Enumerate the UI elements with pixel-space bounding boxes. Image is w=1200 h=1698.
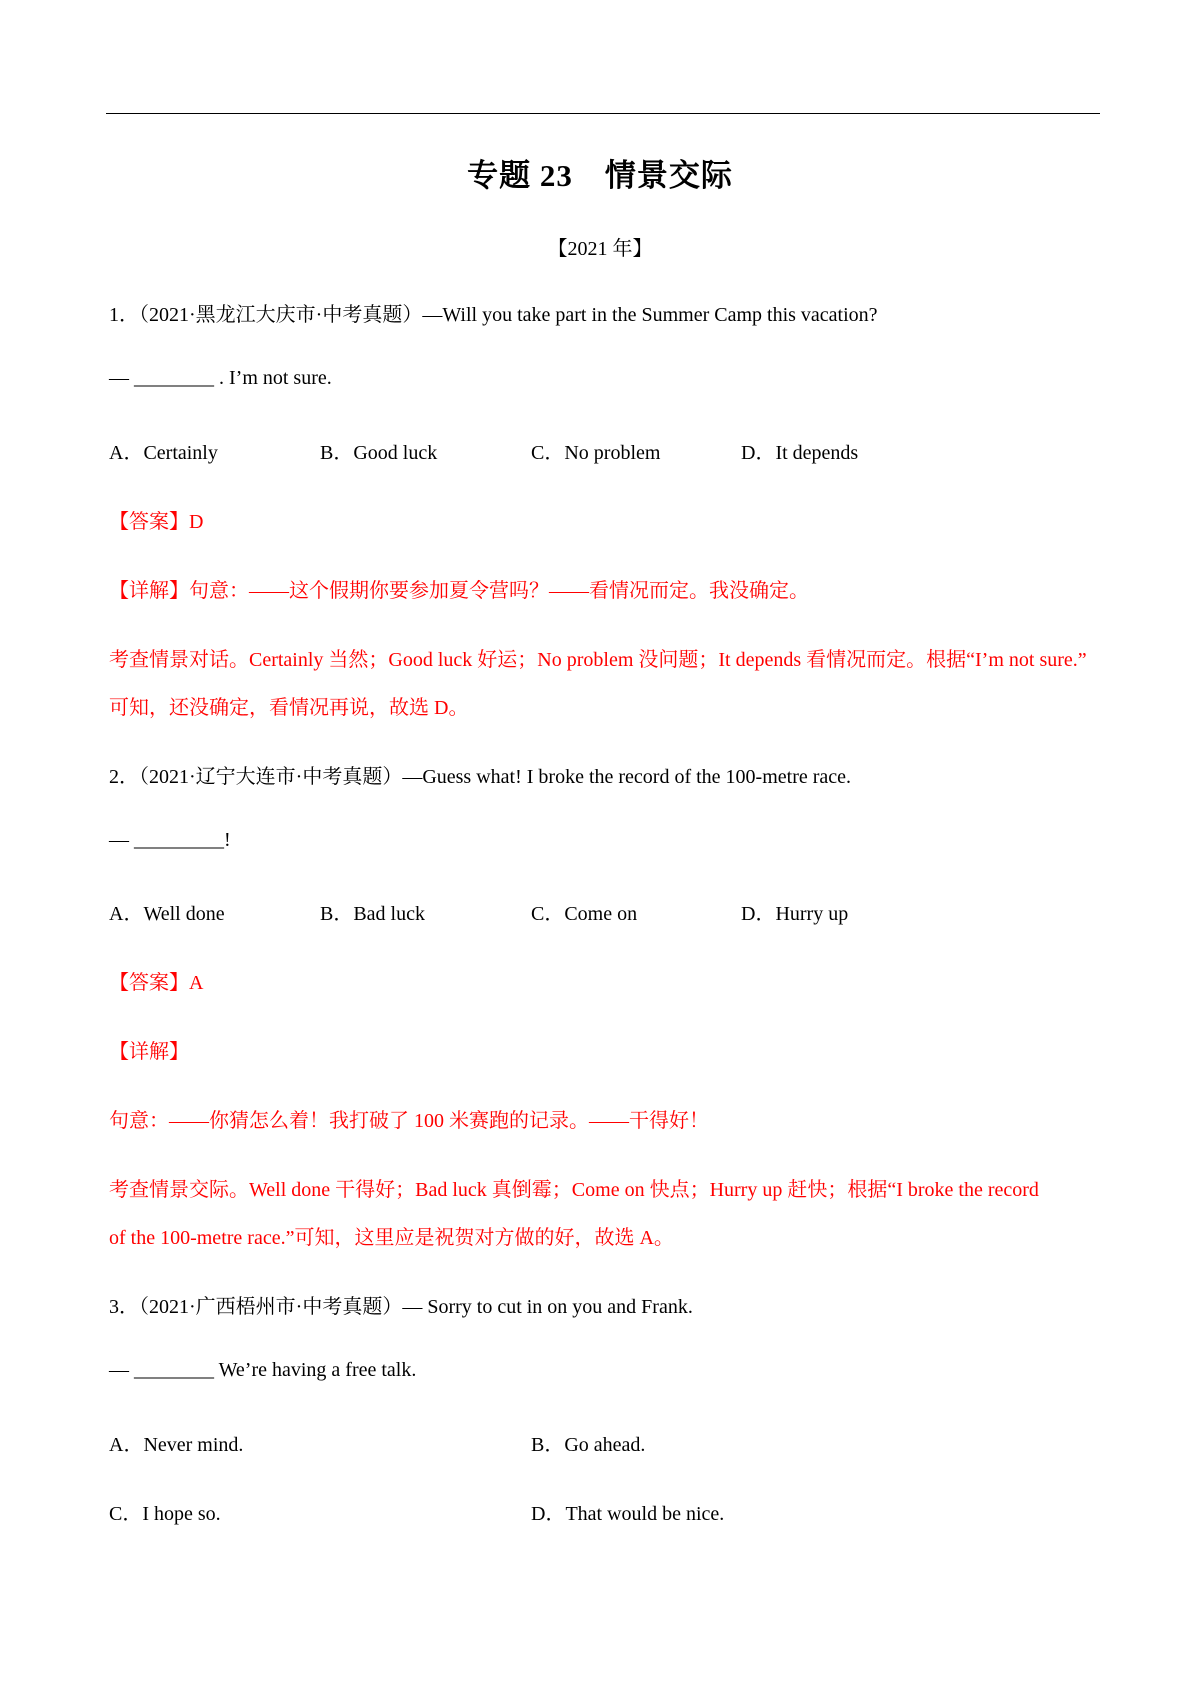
q1-option-c: C．No problem	[531, 442, 661, 464]
q1-option-a: A．Certainly	[109, 442, 218, 464]
q3-option-c: C．I hope so.	[109, 1503, 221, 1525]
q1-explanation-1: 【详解】句意：——这个假期你要参加夏令营吗？——看情况而定。我没确定。	[109, 580, 809, 602]
q1-stem: 1．（2021·黑龙江大庆市·中考真题）—Will you take part in the Summer Camp this vacation?	[109, 304, 878, 326]
q1-reply: — ________ . I’m not sure.	[109, 367, 332, 389]
q2-explanation-2: 考查情景交际。Well done 干得好；Bad luck 真倒霉；Come on 快点；Hurry up 赶快；根据“I broke the record	[109, 1179, 1039, 1201]
q1-option-d: D．It depends	[741, 442, 859, 464]
q1-explanation-3: 可知，还没确定，看情况再说，故选 D。	[109, 697, 469, 719]
q1-explanation-2: 考查情景对话。Certainly 当然；Good luck 好运；No problem 没问题；It depends 看情况而定。根据“I’m not sure.”	[109, 649, 1087, 671]
q3-reply: — ________ We’re having a free talk.	[109, 1359, 417, 1381]
q2-reply: — _________!	[109, 829, 231, 851]
q3-option-d: D．That would be nice.	[531, 1503, 725, 1525]
page-title: 专题 23 情景交际	[467, 158, 733, 193]
q3-option-a: A．Never mind.	[109, 1434, 244, 1456]
q1-option-b: B．Good luck	[320, 442, 438, 464]
q2-stem: 2．（2021·辽宁大连市·中考真题）—Guess what! I broke the record of the 100-metre race.	[109, 766, 852, 788]
q2-option-c: C．Come on	[531, 903, 638, 925]
q2-option-d: D．Hurry up	[741, 903, 849, 925]
q2-answer: 【答案】A	[109, 972, 204, 994]
q2-explanation-3: of the 100-metre race.”可知，这里应是祝贺对方做的好，故选 A。	[109, 1227, 674, 1249]
q2-option-b: B．Bad luck	[320, 903, 425, 925]
q2-explanation-1: 句意：——你猜怎么着！我打破了 100 米赛跑的记录。——干得好！	[109, 1110, 709, 1132]
q2-option-a: A．Well done	[109, 903, 225, 925]
q3-option-b: B．Go ahead.	[531, 1434, 646, 1456]
q3-stem: 3．（2021·广西梧州市·中考真题）— Sorry to cut in on you and Frank.	[109, 1296, 693, 1318]
year-label: 【2021 年】	[547, 238, 653, 260]
q1-answer: 【答案】D	[109, 511, 204, 533]
q2-explanation-head: 【详解】	[109, 1041, 189, 1063]
header-rule	[106, 113, 1100, 114]
